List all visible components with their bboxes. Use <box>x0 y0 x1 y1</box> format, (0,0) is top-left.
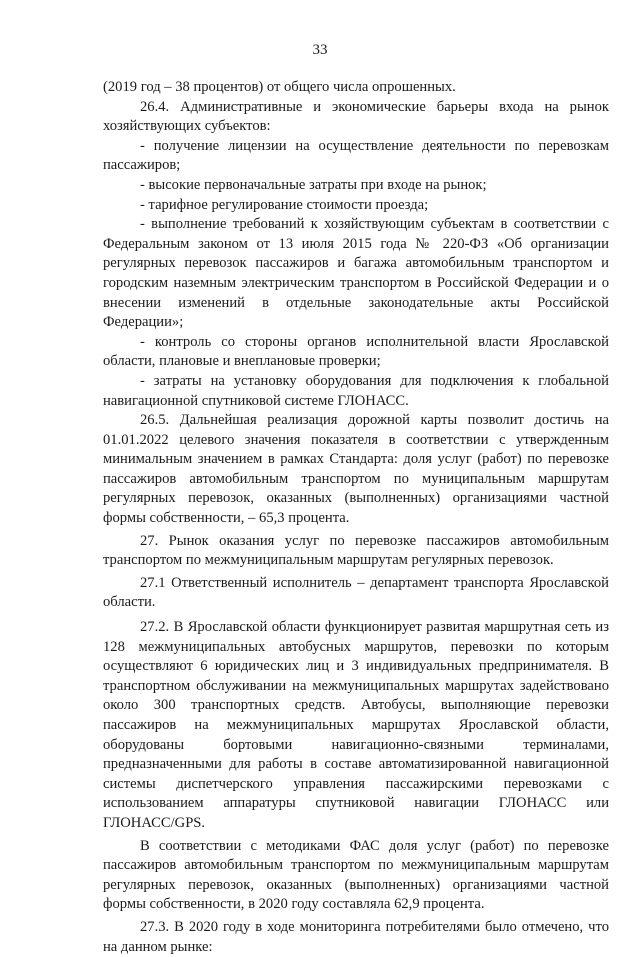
section-heading: 27. Рынок оказания услуг по перевозке пассажиров автомобильным транспортом по межмуниципальным маршрутам регулярных перевозок. <box>103 532 609 569</box>
list-item: - выполнение требований к хозяйствующим субъектам в соответствии с Федеральным законом от 13 июля 2015 года № 220-ФЗ «Об организации регулярных перевозок пассажиров и багажа автомобильным транспортом и городским наземным электрическим транспортом в Российской Федерации и о внесении изменений в отдельные законодательные акты Российской Федерации»; <box>103 216 609 331</box>
paragraph: 26.4. Административные и экономические барьеры входа на рынок хозяйствующих субъектов: <box>103 98 609 135</box>
list-item: - высокие первоначальные затраты при входе на рынок; <box>140 176 487 193</box>
list-item: - получение лицензии на осуществление деятельности по перевозкам пассажиров; <box>103 137 609 174</box>
document-body <box>103 78 609 957</box>
paragraph: 26.5. Дальнейшая реализация дорожной карты позволит достичь на 01.01.2022 целевого значения показателя в соответствии с утвержденным минимальным значением в рамках Стандарта: доля услуг (работ) по перевозке пассажиров автомобильным транспортом по муниципальным маршрутам регулярных перевозок, оказанных (выполненных) организациями частной формы собственности, – 65,3 процента. <box>103 412 609 527</box>
page-number: 33 <box>312 42 328 58</box>
paragraph: (2019 год – 38 процентов) от общего числа опрошенных. <box>103 79 456 95</box>
list-item: - тарифное регулирование стоимости проезда; <box>140 196 429 213</box>
list-item: - затраты на установку оборудования для подключения к глобальной навигационной спутниковой системе ГЛОНАСС. <box>103 372 609 409</box>
paragraph: 27.3. В 2020 году в ходе мониторинга потребителями было отмечено, что на данном рынке: <box>103 918 609 955</box>
list-item: - контроль со стороны органов исполнительной власти Ярославской области, плановые и внеплановые проверки; <box>103 333 609 370</box>
paragraph: В соответствии с методиками ФАС доля услуг (работ) по перевозке пассажиров автомобильным транспортом по межмуниципальным маршрутам регулярных перевозок, оказанных (выполненных) организациями частной формы собственности, в 2020 году составляла 62,9 процента. <box>103 837 609 913</box>
paragraph: 27.1 Ответственный исполнитель – департамент транспорта Ярославской области. <box>103 574 609 611</box>
paragraph: 27.2. В Ярославской области функционирует развитая маршрутная сеть из 128 межмуниципальных автобусных маршрутов, перевозки по которым осуществляют 6 юридических лиц и 3 индивидуальных предпринимателя. В транспортном обслуживании на межмуниципальных маршрутах задействовано около 300 транспортных средств. Автобусы, выполняющие перевозки пассажиров на межмуниципальных маршрутах Ярославской области, оборудованы бортовыми навигационно-связными терминалами, предназначенными для работы в составе автоматизированной навигационной системы диспетчерского управления пассажирскими перевозками с использованием аппаратуры спутниковой навигации ГЛОНАСС или ГЛОНАСС/GPS. <box>103 619 609 831</box>
